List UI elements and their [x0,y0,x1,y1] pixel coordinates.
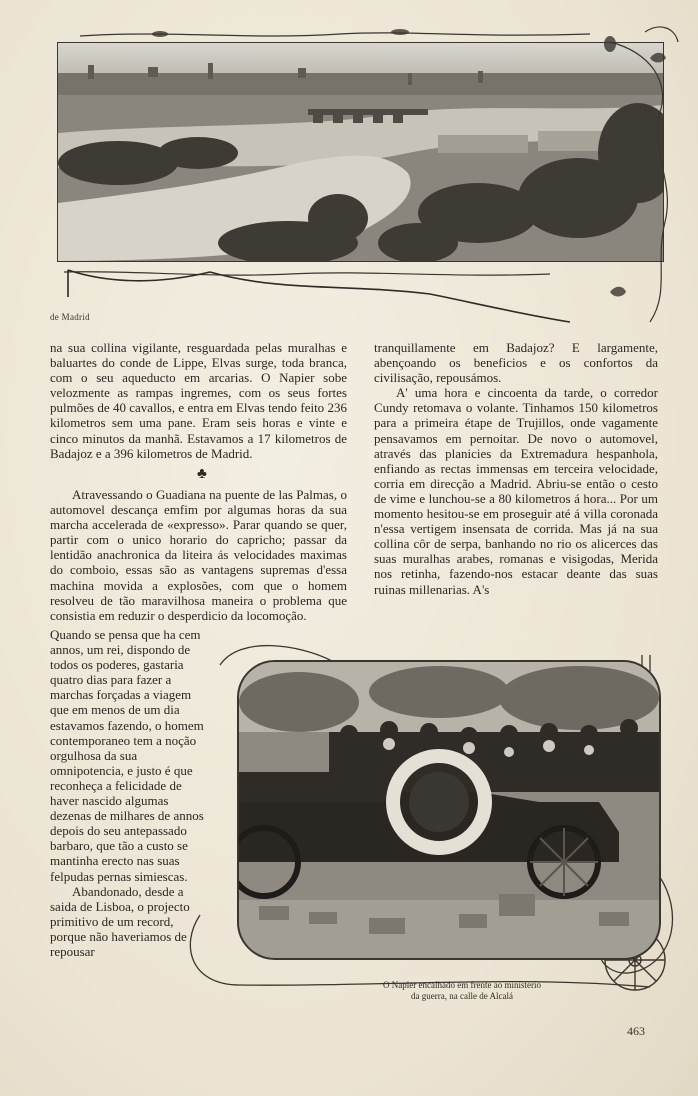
right-para-2: A' uma hora e cincoenta da tarde, o corredor Cundy retomava o volante. Tinhamos 150 kilometros para a primeira étape de Trujillos, onde vagamente pensavamos em pernoitar. De novo o automovel, através das planicies da Extremadura hespanhola, enfiando as rectas immensas em terceira velocidade, corria em direcção a Madrid. Abriu-se então o cesto de vime e lunchou-se a 80 kilometros á hora... Por um momento hesitou-se em proseguir até á villa coronada n'essa vertigem insensata de corrida. Mas já na sua collina côr de serpa, banhando no rio os alicerces das suas muralhas arabes, romanas e visigodas, Merida nos retinha, fazendo-nos estacar deante das suas ruinas millenarias. A's [374,385,658,597]
top-photo-caption: de Madrid [50,312,90,322]
left-para-1: na sua collina vigilante, resguardada pelas muralhas e baluartes do conde de Lippe, Elvas surge, toda branca, com o seu aqueducto em arcarias. O Napier sobe velozmente as rampas ingremes, com os seus fortes pulmões de 40 cavallos, e entra em Elvas tendo feito 236 kilometros sem uma pane. Eram seis horas e vinte e cinco minutos da manhã. Estavamos a 17 kilometros de Badajoz e a 396 kilometros de Madrid. [50,340,347,461]
right-para-1: tranquillamente em Badajoz? E largamente, abençoando os beneficios e os confortos da civilisação, repousámos. [374,340,658,386]
bottom-photo-caption [352,980,572,1002]
right-column [374,340,658,597]
napier-car-illustration [239,662,659,958]
left-column-paragraph-1 [50,340,347,461]
vine-border-decoration [50,22,690,342]
caption-line-2: da guerra, na calle de Alcalá [411,991,513,1001]
napier-car-photo [237,660,661,960]
left-para-2: Atravessando o Guadiana na puente de las Palmas, o automovel descança emfim por algumas horas da sua marcha accelerada de «expresso». Parar quando se quer, partir com o unico horario do capricho; passar da lentidão anachronica da liteira ás velocidades maximas do comboio, essas são as vantagens supremas d'essa machina movida a explosões, com que o homem resolveu de tão maravilhosa maneira o problema que consistia em reduzir o desperdicio da locomoção. [50,487,347,623]
left-column-paragraph-2 [50,487,347,623]
page-number: 463 [627,1024,645,1038]
caption-line-1: O Napier encalhado em frente ao ministerio [383,980,541,990]
club-ornament: ♣ [197,466,207,482]
left-para-3: Quando se pensa que ha cem annos, um rei, dispondo de todos os poderes, gastaria quatro dias para fazer a marchas forçadas a viagem que em menos de um dia estavamos fazendo, o homem contemporaneo tem a noção orgulhosa da sua omnipotencia, e justo é que reconheça a felicidade de haver nascido algumas dezenas de milhares de annos depois do seu antepassado barbaro, que tão a custo se mantinha erecto nas suas felpudas pernas simiescas. [50,627,204,884]
left-para-4: Abandonado, desde a saida de Lisboa, o projecto primitivo de um record, porque não haveriamos de repousar [50,883,190,959]
